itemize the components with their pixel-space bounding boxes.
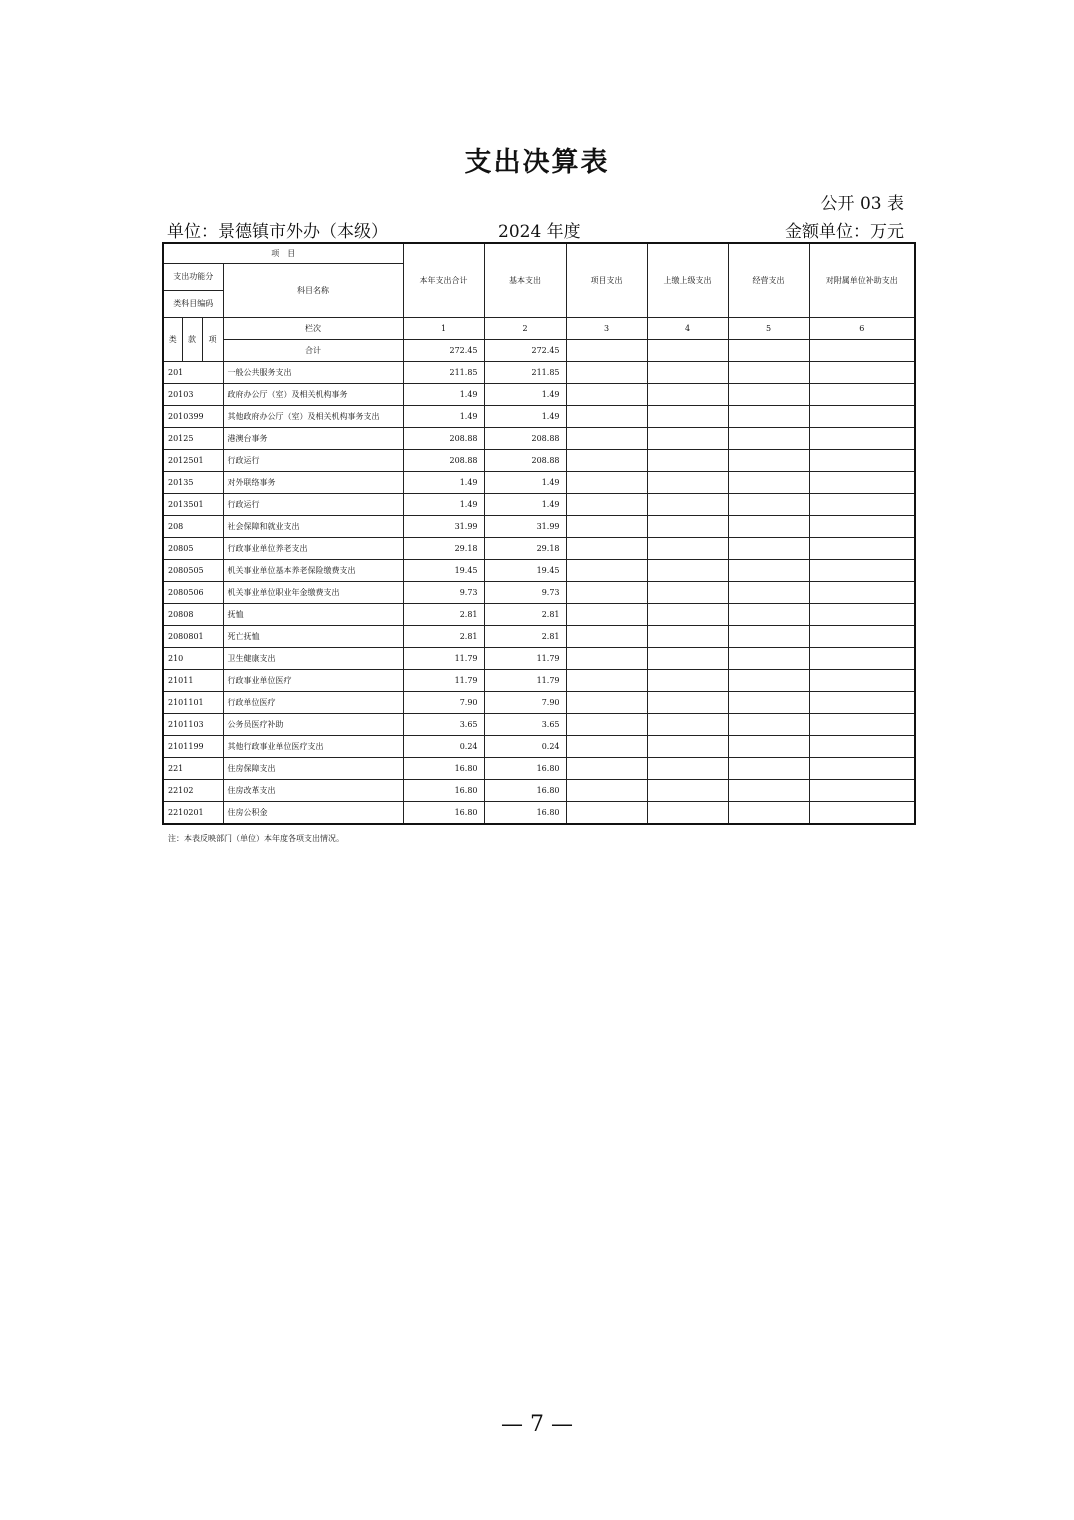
row-name: 机关事业单位基本养老保险缴费支出 [223, 560, 403, 582]
empty-cell [728, 406, 809, 428]
table-row [163, 538, 915, 560]
empty-cell [809, 472, 915, 494]
row-name: 一般公共服务支出 [223, 362, 403, 384]
empty-cell [647, 626, 728, 648]
row-basic: 3.65 [484, 714, 566, 736]
row-basic: 208.88 [484, 428, 566, 450]
table-row [163, 670, 915, 692]
page-number: — 7 — [501, 1412, 573, 1437]
empty-cell [728, 758, 809, 780]
row-total: 31.99 [403, 516, 484, 538]
unit-label: 单位：景德镇市外办（本级） [167, 222, 388, 242]
total-label: 合计 [223, 340, 403, 362]
empty-cell [647, 384, 728, 406]
row-total: 208.88 [403, 428, 484, 450]
empty-cell [809, 516, 915, 538]
header-name-label: 科目名称 [223, 264, 403, 318]
row-total: 1.49 [403, 494, 484, 516]
row-name: 对外联络事务 [223, 472, 403, 494]
empty-cell [566, 736, 647, 758]
col-number-5: 5 [728, 318, 809, 340]
row-basic: 11.79 [484, 670, 566, 692]
empty-cell [809, 340, 915, 362]
col-number-4: 4 [647, 318, 728, 340]
empty-cell [566, 384, 647, 406]
row-total: 208.88 [403, 450, 484, 472]
table-row [163, 714, 915, 736]
empty-cell [728, 582, 809, 604]
total-basic: 272.45 [484, 340, 566, 362]
row-basic: 29.18 [484, 538, 566, 560]
row-code: 20805 [163, 538, 223, 560]
empty-cell [728, 384, 809, 406]
empty-cell [647, 714, 728, 736]
row-name: 死亡抚恤 [223, 626, 403, 648]
empty-cell [566, 560, 647, 582]
empty-cell [809, 802, 915, 825]
empty-cell [566, 538, 647, 560]
row-code: 21011 [163, 670, 223, 692]
row-total: 9.73 [403, 582, 484, 604]
empty-cell [809, 648, 915, 670]
empty-cell [809, 406, 915, 428]
empty-cell [809, 428, 915, 450]
row-basic: 16.80 [484, 802, 566, 825]
row-basic: 11.79 [484, 648, 566, 670]
table-row [163, 780, 915, 802]
row-code: 2101199 [163, 736, 223, 758]
row-name: 其他行政事业单位医疗支出 [223, 736, 403, 758]
header-lanci: 栏次 [223, 318, 403, 340]
row-total: 19.45 [403, 560, 484, 582]
table-row [163, 736, 915, 758]
row-name: 政府办公厅（室）及相关机构事务 [223, 384, 403, 406]
table-note: 注：本表反映部门（单位）本年度各项支出情况。 [168, 834, 344, 843]
empty-cell [647, 406, 728, 428]
col-number-3: 3 [566, 318, 647, 340]
row-code: 20135 [163, 472, 223, 494]
header-code-label-1: 支出功能分 [163, 264, 223, 291]
empty-cell [728, 780, 809, 802]
empty-cell [566, 516, 647, 538]
row-name: 行政运行 [223, 450, 403, 472]
row-name: 住房保障支出 [223, 758, 403, 780]
row-code: 221 [163, 758, 223, 780]
empty-cell [647, 802, 728, 825]
header-basic: 基本支出 [484, 243, 566, 318]
empty-cell [809, 758, 915, 780]
row-total: 1.49 [403, 472, 484, 494]
row-code: 208 [163, 516, 223, 538]
empty-cell [728, 516, 809, 538]
table-row [163, 626, 915, 648]
row-basic: 19.45 [484, 560, 566, 582]
empty-cell [728, 362, 809, 384]
empty-cell [728, 450, 809, 472]
empty-cell [647, 736, 728, 758]
row-total: 211.85 [403, 362, 484, 384]
table-row [163, 472, 915, 494]
empty-cell [809, 450, 915, 472]
empty-cell [728, 340, 809, 362]
empty-cell [647, 450, 728, 472]
empty-cell [566, 802, 647, 825]
total-row [163, 340, 915, 362]
row-total: 16.80 [403, 802, 484, 825]
table-row [163, 384, 915, 406]
empty-cell [566, 758, 647, 780]
col-number-6: 6 [809, 318, 915, 340]
table-row [163, 362, 915, 384]
header-business: 经营支出 [728, 243, 809, 318]
row-name: 行政事业单位养老支出 [223, 538, 403, 560]
col-number-2: 2 [484, 318, 566, 340]
total-amount: 272.45 [403, 340, 484, 362]
empty-cell [728, 648, 809, 670]
row-basic: 16.80 [484, 758, 566, 780]
empty-cell [566, 362, 647, 384]
row-basic: 7.90 [484, 692, 566, 714]
empty-cell [728, 472, 809, 494]
header-upper: 上缴上级支出 [647, 243, 728, 318]
empty-cell [647, 516, 728, 538]
money-unit-label: 金额单位：万元 [785, 222, 904, 242]
row-basic: 31.99 [484, 516, 566, 538]
header-project: 项目支出 [566, 243, 647, 318]
row-total: 7.90 [403, 692, 484, 714]
form-number: 公开 03 表 [820, 194, 904, 214]
empty-cell [809, 384, 915, 406]
empty-cell [566, 428, 647, 450]
empty-cell [566, 648, 647, 670]
empty-cell [566, 780, 647, 802]
header-xiang: 项 [202, 318, 223, 362]
header-subsidy: 对附属单位补助支出 [809, 243, 915, 318]
empty-cell [728, 736, 809, 758]
empty-cell [647, 362, 728, 384]
row-code: 2080506 [163, 582, 223, 604]
row-total: 16.80 [403, 780, 484, 802]
empty-cell [809, 670, 915, 692]
table-row [163, 582, 915, 604]
empty-cell [566, 450, 647, 472]
col-number-1: 1 [403, 318, 484, 340]
row-code: 2010399 [163, 406, 223, 428]
empty-cell [566, 406, 647, 428]
row-name: 住房公积金 [223, 802, 403, 825]
empty-cell [566, 472, 647, 494]
header-row-1 [163, 243, 915, 264]
header-row-4 [163, 318, 915, 340]
empty-cell [647, 670, 728, 692]
empty-cell [566, 604, 647, 626]
row-total: 11.79 [403, 670, 484, 692]
empty-cell [647, 692, 728, 714]
row-name: 行政运行 [223, 494, 403, 516]
row-code: 2210201 [163, 802, 223, 825]
table-row [163, 450, 915, 472]
empty-cell [647, 472, 728, 494]
row-basic: 1.49 [484, 406, 566, 428]
table-row [163, 406, 915, 428]
row-basic: 1.49 [484, 384, 566, 406]
row-name: 公务员医疗补助 [223, 714, 403, 736]
row-basic: 0.24 [484, 736, 566, 758]
row-name: 社会保障和就业支出 [223, 516, 403, 538]
row-basic: 2.81 [484, 626, 566, 648]
empty-cell [809, 494, 915, 516]
empty-cell [566, 670, 647, 692]
empty-cell [728, 626, 809, 648]
page-title: 支出决算表 [464, 147, 610, 178]
row-code: 20125 [163, 428, 223, 450]
table-row [163, 494, 915, 516]
row-total: 1.49 [403, 384, 484, 406]
row-name: 卫生健康支出 [223, 648, 403, 670]
table-row [163, 648, 915, 670]
row-name: 行政事业单位医疗 [223, 670, 403, 692]
empty-cell [809, 560, 915, 582]
row-code: 2101101 [163, 692, 223, 714]
empty-cell [728, 494, 809, 516]
empty-cell [566, 494, 647, 516]
row-basic: 2.81 [484, 604, 566, 626]
empty-cell [566, 582, 647, 604]
row-name: 抚恤 [223, 604, 403, 626]
empty-cell [647, 758, 728, 780]
table-body [163, 243, 915, 824]
row-code: 2080801 [163, 626, 223, 648]
row-code: 2013501 [163, 494, 223, 516]
empty-cell [809, 736, 915, 758]
empty-cell [647, 560, 728, 582]
row-name: 行政单位医疗 [223, 692, 403, 714]
empty-cell [809, 582, 915, 604]
row-total: 11.79 [403, 648, 484, 670]
header-lei: 类 [163, 318, 182, 362]
empty-cell [566, 626, 647, 648]
row-basic: 1.49 [484, 494, 566, 516]
empty-cell [728, 714, 809, 736]
empty-cell [809, 604, 915, 626]
empty-cell [809, 714, 915, 736]
empty-cell [728, 538, 809, 560]
row-name: 其他政府办公厅（室）及相关机构事务支出 [223, 406, 403, 428]
row-total: 2.81 [403, 626, 484, 648]
table-row [163, 692, 915, 714]
empty-cell [809, 626, 915, 648]
header-kuan: 款 [182, 318, 202, 362]
empty-cell [566, 692, 647, 714]
row-basic: 1.49 [484, 472, 566, 494]
header-xiangmu: 项 目 [163, 243, 403, 264]
expenditure-table-wrapper [162, 242, 914, 825]
row-total: 0.24 [403, 736, 484, 758]
empty-cell [647, 494, 728, 516]
empty-cell [728, 802, 809, 825]
empty-cell [647, 428, 728, 450]
row-basic: 211.85 [484, 362, 566, 384]
row-code: 20103 [163, 384, 223, 406]
header-code-label-2: 类科目编码 [163, 291, 223, 318]
empty-cell [728, 560, 809, 582]
row-name: 住房改革支出 [223, 780, 403, 802]
table-row [163, 758, 915, 780]
row-total: 1.49 [403, 406, 484, 428]
empty-cell [566, 340, 647, 362]
table-row [163, 516, 915, 538]
empty-cell [809, 538, 915, 560]
empty-cell [647, 582, 728, 604]
row-total: 2.81 [403, 604, 484, 626]
table-row [163, 802, 915, 825]
table-row [163, 604, 915, 626]
empty-cell [809, 692, 915, 714]
row-total: 16.80 [403, 758, 484, 780]
empty-cell [647, 604, 728, 626]
row-code: 2080505 [163, 560, 223, 582]
table-row [163, 428, 915, 450]
row-basic: 208.88 [484, 450, 566, 472]
empty-cell [728, 428, 809, 450]
row-code: 22102 [163, 780, 223, 802]
row-name: 机关事业单位职业年金缴费支出 [223, 582, 403, 604]
empty-cell [647, 340, 728, 362]
empty-cell [728, 692, 809, 714]
row-code: 2101103 [163, 714, 223, 736]
row-name: 港澳台事务 [223, 428, 403, 450]
empty-cell [809, 362, 915, 384]
row-total: 29.18 [403, 538, 484, 560]
empty-cell [647, 538, 728, 560]
empty-cell [647, 780, 728, 802]
header-total: 本年支出合计 [403, 243, 484, 318]
table-row [163, 560, 915, 582]
row-code: 201 [163, 362, 223, 384]
empty-cell [809, 780, 915, 802]
row-code: 2012501 [163, 450, 223, 472]
empty-cell [728, 670, 809, 692]
row-basic: 16.80 [484, 780, 566, 802]
row-code: 210 [163, 648, 223, 670]
year-label: 2024 年度 [498, 222, 581, 242]
empty-cell [728, 604, 809, 626]
row-basic: 9.73 [484, 582, 566, 604]
row-code: 20808 [163, 604, 223, 626]
empty-cell [566, 714, 647, 736]
row-total: 3.65 [403, 714, 484, 736]
expenditure-table [162, 242, 916, 825]
empty-cell [647, 648, 728, 670]
